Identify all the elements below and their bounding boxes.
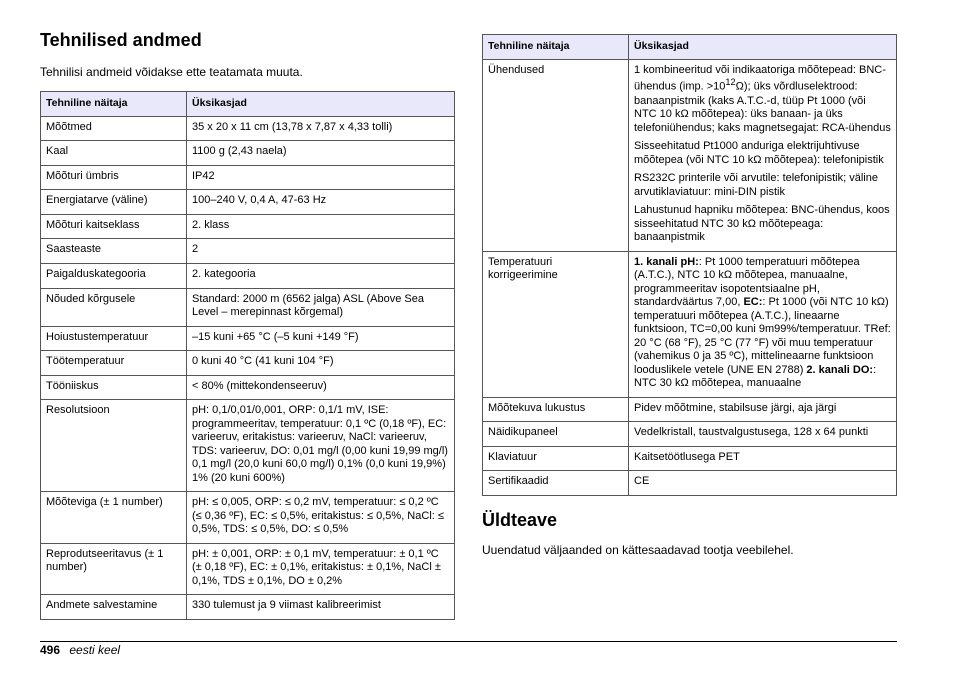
row-label: Näidikupaneel xyxy=(483,422,629,447)
table-row xyxy=(41,492,455,544)
table-row xyxy=(483,446,897,471)
connections-paragraph-4: Lahustunud hapniku mõõtepea: BNC-ühendus, koos sisseehitatud NTC 30 kΩ mõõtepeaga: banaanpistmik xyxy=(634,204,890,244)
table-row xyxy=(41,375,455,400)
row-label: Töötemperatuur xyxy=(41,351,187,376)
general-text: Uuendatud väljaanded on kättesaadavad tootja veebilehel. xyxy=(482,542,794,557)
row-label: Paigalduskategooria xyxy=(41,264,187,289)
row-value: CE xyxy=(629,471,897,496)
spec-table-right xyxy=(482,34,897,496)
row-label: Mõõteviga (± 1 number) xyxy=(41,492,187,544)
section-title-general: Üldteave xyxy=(482,509,558,530)
header-parameter: Tehniline näitaja xyxy=(41,92,187,117)
table-header-row xyxy=(41,92,455,117)
row-value: < 80% (mittekondenseeruv) xyxy=(187,375,455,400)
row-label: Energiatarve (väline) xyxy=(41,190,187,215)
table-row xyxy=(41,288,455,326)
row-label: Saasteaste xyxy=(41,239,187,264)
table-row xyxy=(41,326,455,351)
row-label: Reprodutseeritavus (± 1 number) xyxy=(41,543,187,595)
table-row xyxy=(41,190,455,215)
row-label: Mõõturi kaitseklass xyxy=(41,214,187,239)
row-label: Mõõtekuva lukustus xyxy=(483,397,629,422)
table-row xyxy=(41,400,455,492)
row-label: Temperatuuri korrigeerimine xyxy=(483,251,629,397)
table-row xyxy=(41,141,455,166)
row-value: 2. kategooria xyxy=(187,264,455,289)
table-header-row xyxy=(483,35,897,60)
right-column xyxy=(482,34,897,557)
table-row xyxy=(41,264,455,289)
connections-paragraph-2: Sisseehitatud Pt1000 anduriga elektrijuhtivuse mõõtepea (või NTC 10 kΩ mõõtepea): telefonipistik xyxy=(634,140,884,166)
row-label: Mõõturi ümbris xyxy=(41,165,187,190)
row-value xyxy=(629,59,897,251)
header-details: Üksikasjad xyxy=(187,92,455,117)
table-row xyxy=(483,251,897,397)
page-number: 496 xyxy=(40,643,61,657)
row-label: Sertifikaadid xyxy=(483,471,629,496)
row-value: Pidev mõõtmine, stabilsuse järgi, aja järgi xyxy=(629,397,897,422)
table-row xyxy=(41,116,455,141)
row-label: Klaviatuur xyxy=(483,446,629,471)
table-row xyxy=(483,397,897,422)
row-label: Andmete salvestamine xyxy=(41,595,187,620)
row-label: Tööniiskus xyxy=(41,375,187,400)
row-value: pH: ± 0,001, ORP: ± 0,1 mV, temperatuur: ± 0,1 ºC (± 0,18 ºF), EC: ± 0,1%, eritakistus: ± 0,1%, NaCl ± 0,1%, TDS ± 0,1%, DO ± 0,2% xyxy=(187,543,455,595)
table-row xyxy=(483,59,897,251)
table-row xyxy=(41,214,455,239)
row-value: IP42 xyxy=(187,165,455,190)
table-row xyxy=(483,422,897,447)
left-column xyxy=(40,30,455,620)
row-value: 1. kanali pH:: Pt 1000 temperatuuri mõõtepea (A.T.C.), NTC 10 kΩ mõõtepea, manuaalne, programmeeritav isopotentsiaalne pH, standardväärtus 7,00, EC:: Pt 1000 (või NTC 10 kΩ) temperatuuri mõõtepea (A.T.C.), lineaarne funktsioon, TC=0,00 kuni 9m99%/temperatuur. TRef: 20 °C (68 °F), 25 °C (77 °F) või muu temperatuur (vahemikus 0 ja 35 ºC), mittelineaarne funktsioon looduslikele vetele (UNE EN 2788) 2. kanali DO:: NTC 30 kΩ mõõtepea, manuaalne xyxy=(629,251,897,397)
page-footer xyxy=(40,643,120,657)
row-label: Mõõtmed xyxy=(41,116,187,141)
row-value: Standard: 2000 m (6562 jalga) ASL (Above Sea Level – merepinnast kõrgemal) xyxy=(187,288,455,326)
row-label: Hoiustustemperatuur xyxy=(41,326,187,351)
row-value: pH: 0,1/0,01/0,001, ORP: 0,1/1 mV, ISE: programmeeritav, temperatuur: 0,1 ºC (0,18 ºF), EC: varieeruv, eritakistus: varieeruv, NaCl: varieeruv, TDS: varieeruv, DO: 0,01 mg/l (0,00 kuni 19,99 mg/l) 0,1 mg/l (20,0 kuni 60,0 mg/l) 0,1% (0,0 kuni 19,9%) 1% (20 kuni 600%) xyxy=(187,400,455,492)
table-row xyxy=(41,239,455,264)
table-row xyxy=(41,165,455,190)
connections-paragraph-1: 1 kombineeritud või indikaatoriga mõõtepead: BNC-ühendus (imp. $>10^{12}\Omega$); üks võrdluselektrood: banaanpistmik (kaks A.T.C.-d, tüüp Pt 1000 (või NTC 10 kΩ mõõtepea): üks banaan- ja üks telefoniühendus; kaks magnetsegajat: RCA-ühendus xyxy=(634,63,891,134)
row-value: 2 xyxy=(187,239,455,264)
row-value: 35 x 20 x 11 cm (13,78 x 7,87 x 4,33 tolli) xyxy=(187,116,455,141)
row-label: Kaal xyxy=(41,141,187,166)
row-label: Ühendused xyxy=(483,59,629,251)
header-parameter: Tehniline näitaja xyxy=(483,35,629,60)
row-value: 2. klass xyxy=(187,214,455,239)
table-row xyxy=(41,351,455,376)
row-value: 1100 g (2,43 naela) xyxy=(187,141,455,166)
table-row xyxy=(41,543,455,595)
table-row xyxy=(483,471,897,496)
intro-text: Tehnilisi andmeid võidakse ette teatamata muuta. xyxy=(40,65,303,79)
row-value: 0 kuni 40 °C (41 kuni 104 °F) xyxy=(187,351,455,376)
table-row xyxy=(41,595,455,620)
header-details: Üksikasjad xyxy=(629,35,897,60)
row-value: pH: ≤ 0,005, ORP: ≤ 0,2 mV, temperatuur: ≤ 0,2 ºC (≤ 0,36 ºF), EC: ≤ 0,5%, eritakistus: ≤ 0,5%, NaCl: ≤ 0,5%, TDS: ≤ 0,5%, DO: ≤ 0,5% xyxy=(187,492,455,544)
connections-paragraph-3: RS232C printerile või arvutile: telefonipistik; väline arvutiklaviatuur: mini-DIN pistik xyxy=(634,172,878,198)
row-label: Nõuded kõrgusele xyxy=(41,288,187,326)
row-value: 330 tulemust ja 9 viimast kalibreerimist xyxy=(187,595,455,620)
row-value: Kaitsetöötlusega PET xyxy=(629,446,897,471)
footer-divider xyxy=(40,641,897,642)
section-title-technical-data: Tehnilised andmed xyxy=(40,30,202,50)
row-value: 100–240 V, 0,4 A, 47-63 Hz xyxy=(187,190,455,215)
row-label: Resolutsioon xyxy=(41,400,187,492)
row-value: –15 kuni +65 °C (–5 kuni +149 °F) xyxy=(187,326,455,351)
row-value: Vedelkristall, taustvalgustusega, 128 x 64 punkti xyxy=(629,422,897,447)
spec-table-left xyxy=(40,91,455,620)
footer-language: eesti keel xyxy=(69,643,121,657)
